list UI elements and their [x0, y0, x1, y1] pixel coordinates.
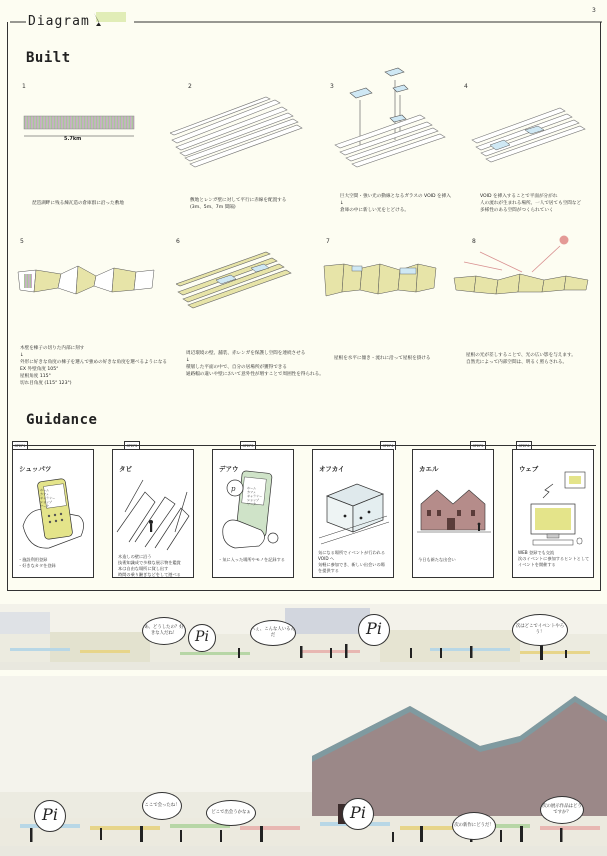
guidance-card-return: [412, 449, 494, 578]
speech-bubble: 次はどこでイベントやろう！: [512, 614, 568, 646]
step-number: 7: [326, 238, 330, 245]
speech-bubble: あ、どうしたの？好きな人だね！: [142, 617, 186, 645]
step-number: 4: [464, 83, 468, 90]
card-title: オフカイ: [319, 465, 345, 473]
signal-icon: [543, 484, 553, 498]
card-title: シュッパツ: [19, 465, 52, 473]
page-number: 3: [592, 7, 596, 14]
card-lines: ・施設利用登録 ・好きなカタを登録: [18, 557, 56, 568]
phone-hand-illustration: [221, 468, 289, 556]
card-lines: WEB 登録でも交流 次のイベントに参加するヒントとして イベントを開催する: [518, 550, 590, 567]
walking-illustration: [115, 472, 191, 552]
void-box-illustration: [317, 476, 391, 546]
distance-label: 5.7km: [64, 136, 82, 142]
step3-drawing: [330, 60, 450, 170]
step1-drawing: [22, 112, 142, 152]
pi-logo-icon: p: [231, 485, 236, 493]
step8-caption: 屋根の光が差しすることで、光の広い影を与えます。 自然光によって内部空間は、明るく照らされる。: [466, 353, 576, 365]
card-lines: 気になる場所でイベントが行われる VOID へ 気軽に参加でき、新しい出会いの場 を提供する: [318, 550, 386, 573]
street-collage-2: [0, 676, 607, 856]
pi-logo-icon: Pi: [342, 798, 374, 830]
tab-rail: [12, 445, 596, 446]
step-tab: STEP2: [124, 441, 140, 450]
card-lines: 今日も新たな出会い: [418, 557, 456, 562]
step-tab: STEP6: [516, 441, 532, 450]
speech-bubble: 次の展示作品はどうですか？: [540, 796, 584, 824]
card-lines: ・気に入った場所やモノを記録する: [218, 557, 285, 562]
step-tab: STEP1: [12, 441, 28, 450]
step7-caption: 屋根を水平に傾き・流れに沿って屋根を掛ける: [334, 356, 431, 361]
collage-2-scene: [0, 676, 607, 856]
sun-icon: [560, 236, 569, 245]
step-tab: STEP3: [240, 441, 256, 450]
speech-bubble: へぇ、こんな人いるんだ: [250, 620, 296, 646]
page-title: Diagram: [28, 14, 90, 29]
step5-drawing: [16, 262, 158, 302]
step2-caption: 敷地とレンガ壁に対して平行に赤線を配置する (3m、5m、7m 間隔): [190, 198, 287, 210]
step1-caption: 琵琶湖畔に残る煉瓦造の倉庫群に沿った敷地: [32, 201, 124, 206]
phone-screen: ホーム カフェ ギャラリー ショップ ワーク: [40, 488, 56, 508]
step4-drawing: [470, 100, 590, 170]
step-tab: STEP4: [380, 441, 396, 450]
step5-caption: 木壁を棟子の切りた内部に刻す ↓ 外形に好きな角度の棟子を選んで強めの好きな角度を選べるようになる EX 外壁角度 105° 屋根角度 115° 切れ目角度 (115° 123°): [20, 346, 168, 386]
step6-caption: 周辺環境の壁、舗装、赤レンガを保護し空間を連続させる ↓ 積層した平面の中で、自分の居場所が獲得できる 通路幅の違いや壁において意外性が増すことで周囲性を得られる。: [186, 351, 324, 377]
card-title: デアウ: [219, 465, 239, 473]
step-number: 2: [188, 83, 192, 90]
guidance-heading: Guidance: [26, 412, 98, 428]
card-title: ウェブ: [519, 465, 539, 473]
step3-caption: 巨大空間・強い光の動線となるガラスの VOID を挿入 ↓ 倉庫の中に新しい光をとどける。: [340, 194, 451, 213]
step-number: 3: [330, 83, 334, 90]
pi-logo-icon: Pi: [34, 800, 66, 832]
step-number: 8: [472, 238, 476, 245]
card-title: カエル: [419, 465, 439, 473]
guidance-card-journey: [112, 449, 194, 578]
speech-bubble: ここで会ったね！: [142, 792, 182, 820]
guidance-card-offline: [312, 449, 394, 578]
step7-drawing: [322, 262, 440, 304]
card-lines: 木造しの壁に沿う 技術知識成で多様な展示物を鑑賞 本は自由な場所に貸し出す 時間の乗り継ぎなどをして遊べる: [118, 554, 181, 577]
step8-drawing: [452, 232, 592, 302]
pi-logo-icon: Pi: [188, 624, 216, 652]
speech-bubble: 次の新作にどうだ！: [452, 812, 496, 840]
step2-drawing: [170, 95, 305, 170]
step-number: 1: [22, 83, 26, 90]
step-tab: STEP5: [470, 441, 486, 450]
guidance-card-web: [512, 449, 594, 578]
step6-drawing: [176, 250, 311, 310]
warehouse-illustration: [417, 480, 491, 536]
speech-bubble: どこで出会うかなぁ: [206, 800, 256, 826]
card-title: タビ: [119, 465, 132, 473]
phone-screen: ホーム カフェ ギャラリー ショップ ワーク: [247, 486, 263, 506]
guidance-card-start: [12, 449, 94, 578]
step-number: 6: [176, 238, 180, 245]
step4-caption: VOID を挿入することで平面が分がれ 人の流れが生まれる場所。一人で居ても空間など 多様性のある空間がつくられていく: [480, 194, 582, 213]
pi-logo-icon: Pi: [358, 614, 390, 646]
guidance-card-meet: [212, 449, 294, 578]
computer-illustration: [521, 468, 591, 550]
step-number: 5: [20, 238, 24, 245]
built-heading: Built: [26, 50, 71, 66]
